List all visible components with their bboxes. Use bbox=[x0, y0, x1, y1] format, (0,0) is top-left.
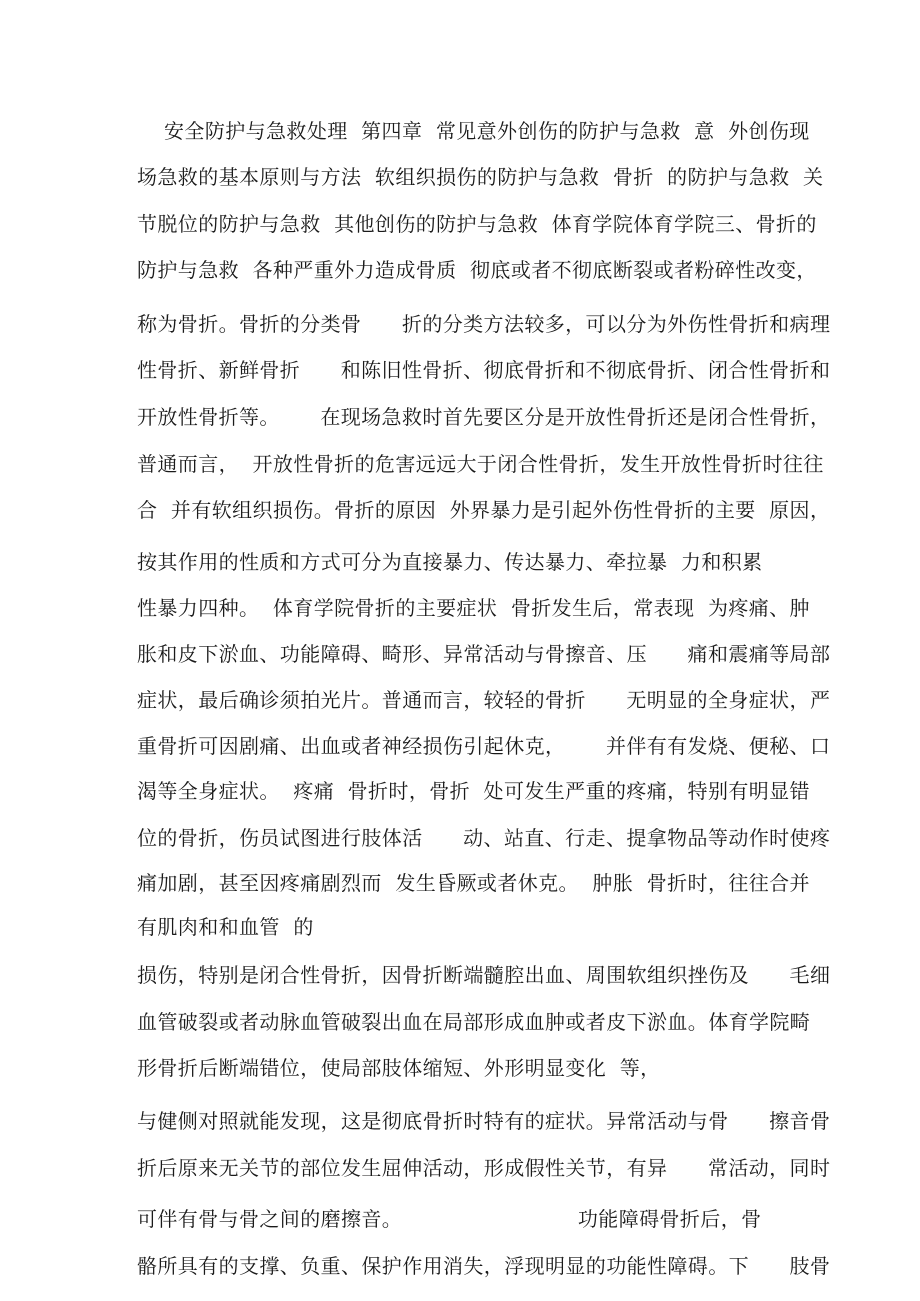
text-line: 胀和皮下淤血、功能障碍、畸形、异常活动与骨擦音、压 痛和震痛等局部 bbox=[137, 642, 831, 666]
text-line: 节脱位的防护与急救 其他创伤的防护与急救 体育学院体育学院三、骨折的 bbox=[137, 212, 817, 236]
text-line: 性暴力四种。 体育学院骨折的主要症状 骨折发生后，常表现 为疼痛、肿 bbox=[137, 596, 810, 620]
text-line: 防护与急救 各种严重外力造成骨质 彻底或者不彻底断裂或者粉碎性改变， bbox=[137, 258, 817, 282]
text-line: 血管破裂或者动脉血管破裂出血在局部形成血肿或者皮下淤血。体育学院畸 bbox=[137, 1010, 811, 1034]
text-line: 症状，最后确诊须拍光片。普通而言，较轻的骨折 无明显的全身症状，严 bbox=[137, 688, 831, 712]
text-line: 损伤，特别是闭合性骨折，因骨折断端髓腔出血、周围软组织挫伤及 毛细 bbox=[137, 963, 831, 987]
text-line: 性骨折、新鲜骨折 和陈旧性骨折、彻底骨折和不彻底骨折、闭合性骨折和 bbox=[137, 358, 831, 382]
text-line: 骼所具有的支撑、负重、保护作用消失，浮现明显的功能性障碍。下 肢骨 bbox=[137, 1254, 831, 1278]
text-line: 渴等全身症状。 疼痛 骨折时，骨折 处可发生严重的疼痛，特别有明显错 bbox=[137, 779, 810, 803]
text-line: 折后原来无关节的部位发生屈伸活动，形成假性关节，有异 常活动，同时 bbox=[137, 1156, 831, 1180]
text-line: 称为骨折。骨折的分类骨 折的分类方法较多，可以分为外伤性骨折和病理 bbox=[137, 312, 831, 336]
text-line: 普通而言， 开放性骨折的危害远远大于闭合性骨折，发生开放性骨折时往往 bbox=[137, 452, 824, 476]
text-line: 重骨折可因剧痛、出血或者神经损伤引起休克， 并伴有有发烧、便秘、口 bbox=[137, 734, 831, 758]
text-line: 形骨折后断端错位，使局部肢体缩短、外形明显变化 等， bbox=[137, 1056, 661, 1080]
text-line: 有肌肉和和血管 的 bbox=[137, 915, 314, 939]
text-line: 开放性骨折等。 在现场急救时首先要区分是开放性骨折还是闭合性骨折， bbox=[137, 405, 831, 429]
text-line: 合 并有软组织损伤。骨折的原因 外界暴力是引起外伤性骨折的主要 原因， bbox=[137, 498, 831, 522]
text-line: 位的骨折，伤员试图进行肢体活 动、站直、行走、提拿物品等动作时使疼 bbox=[137, 826, 831, 850]
text-line: 按其作用的性质和方式可分为直接暴力、传达暴力、牵拉暴 力和积累 bbox=[137, 550, 763, 574]
text-line: 可伴有骨与骨之间的磨擦音。 功能障碍骨折后，骨 bbox=[137, 1207, 762, 1231]
text-line: 痛加剧，甚至因疼痛剧烈而 发生昏厥或者休克。 肿胀 骨折时，往往合并 bbox=[137, 871, 810, 895]
text-line: 安全防护与急救处理 第四章 常见意外创伤的防护与急救 意 外创伤现 bbox=[137, 119, 810, 143]
text-line: 与健侧对照就能发现，这是彻底骨折时特有的症状。异常活动与骨 擦音骨 bbox=[137, 1109, 831, 1133]
text-line: 场急救的基本原则与方法 软组织损伤的防护与急救 骨折 的防护与急救 关 bbox=[137, 165, 824, 189]
